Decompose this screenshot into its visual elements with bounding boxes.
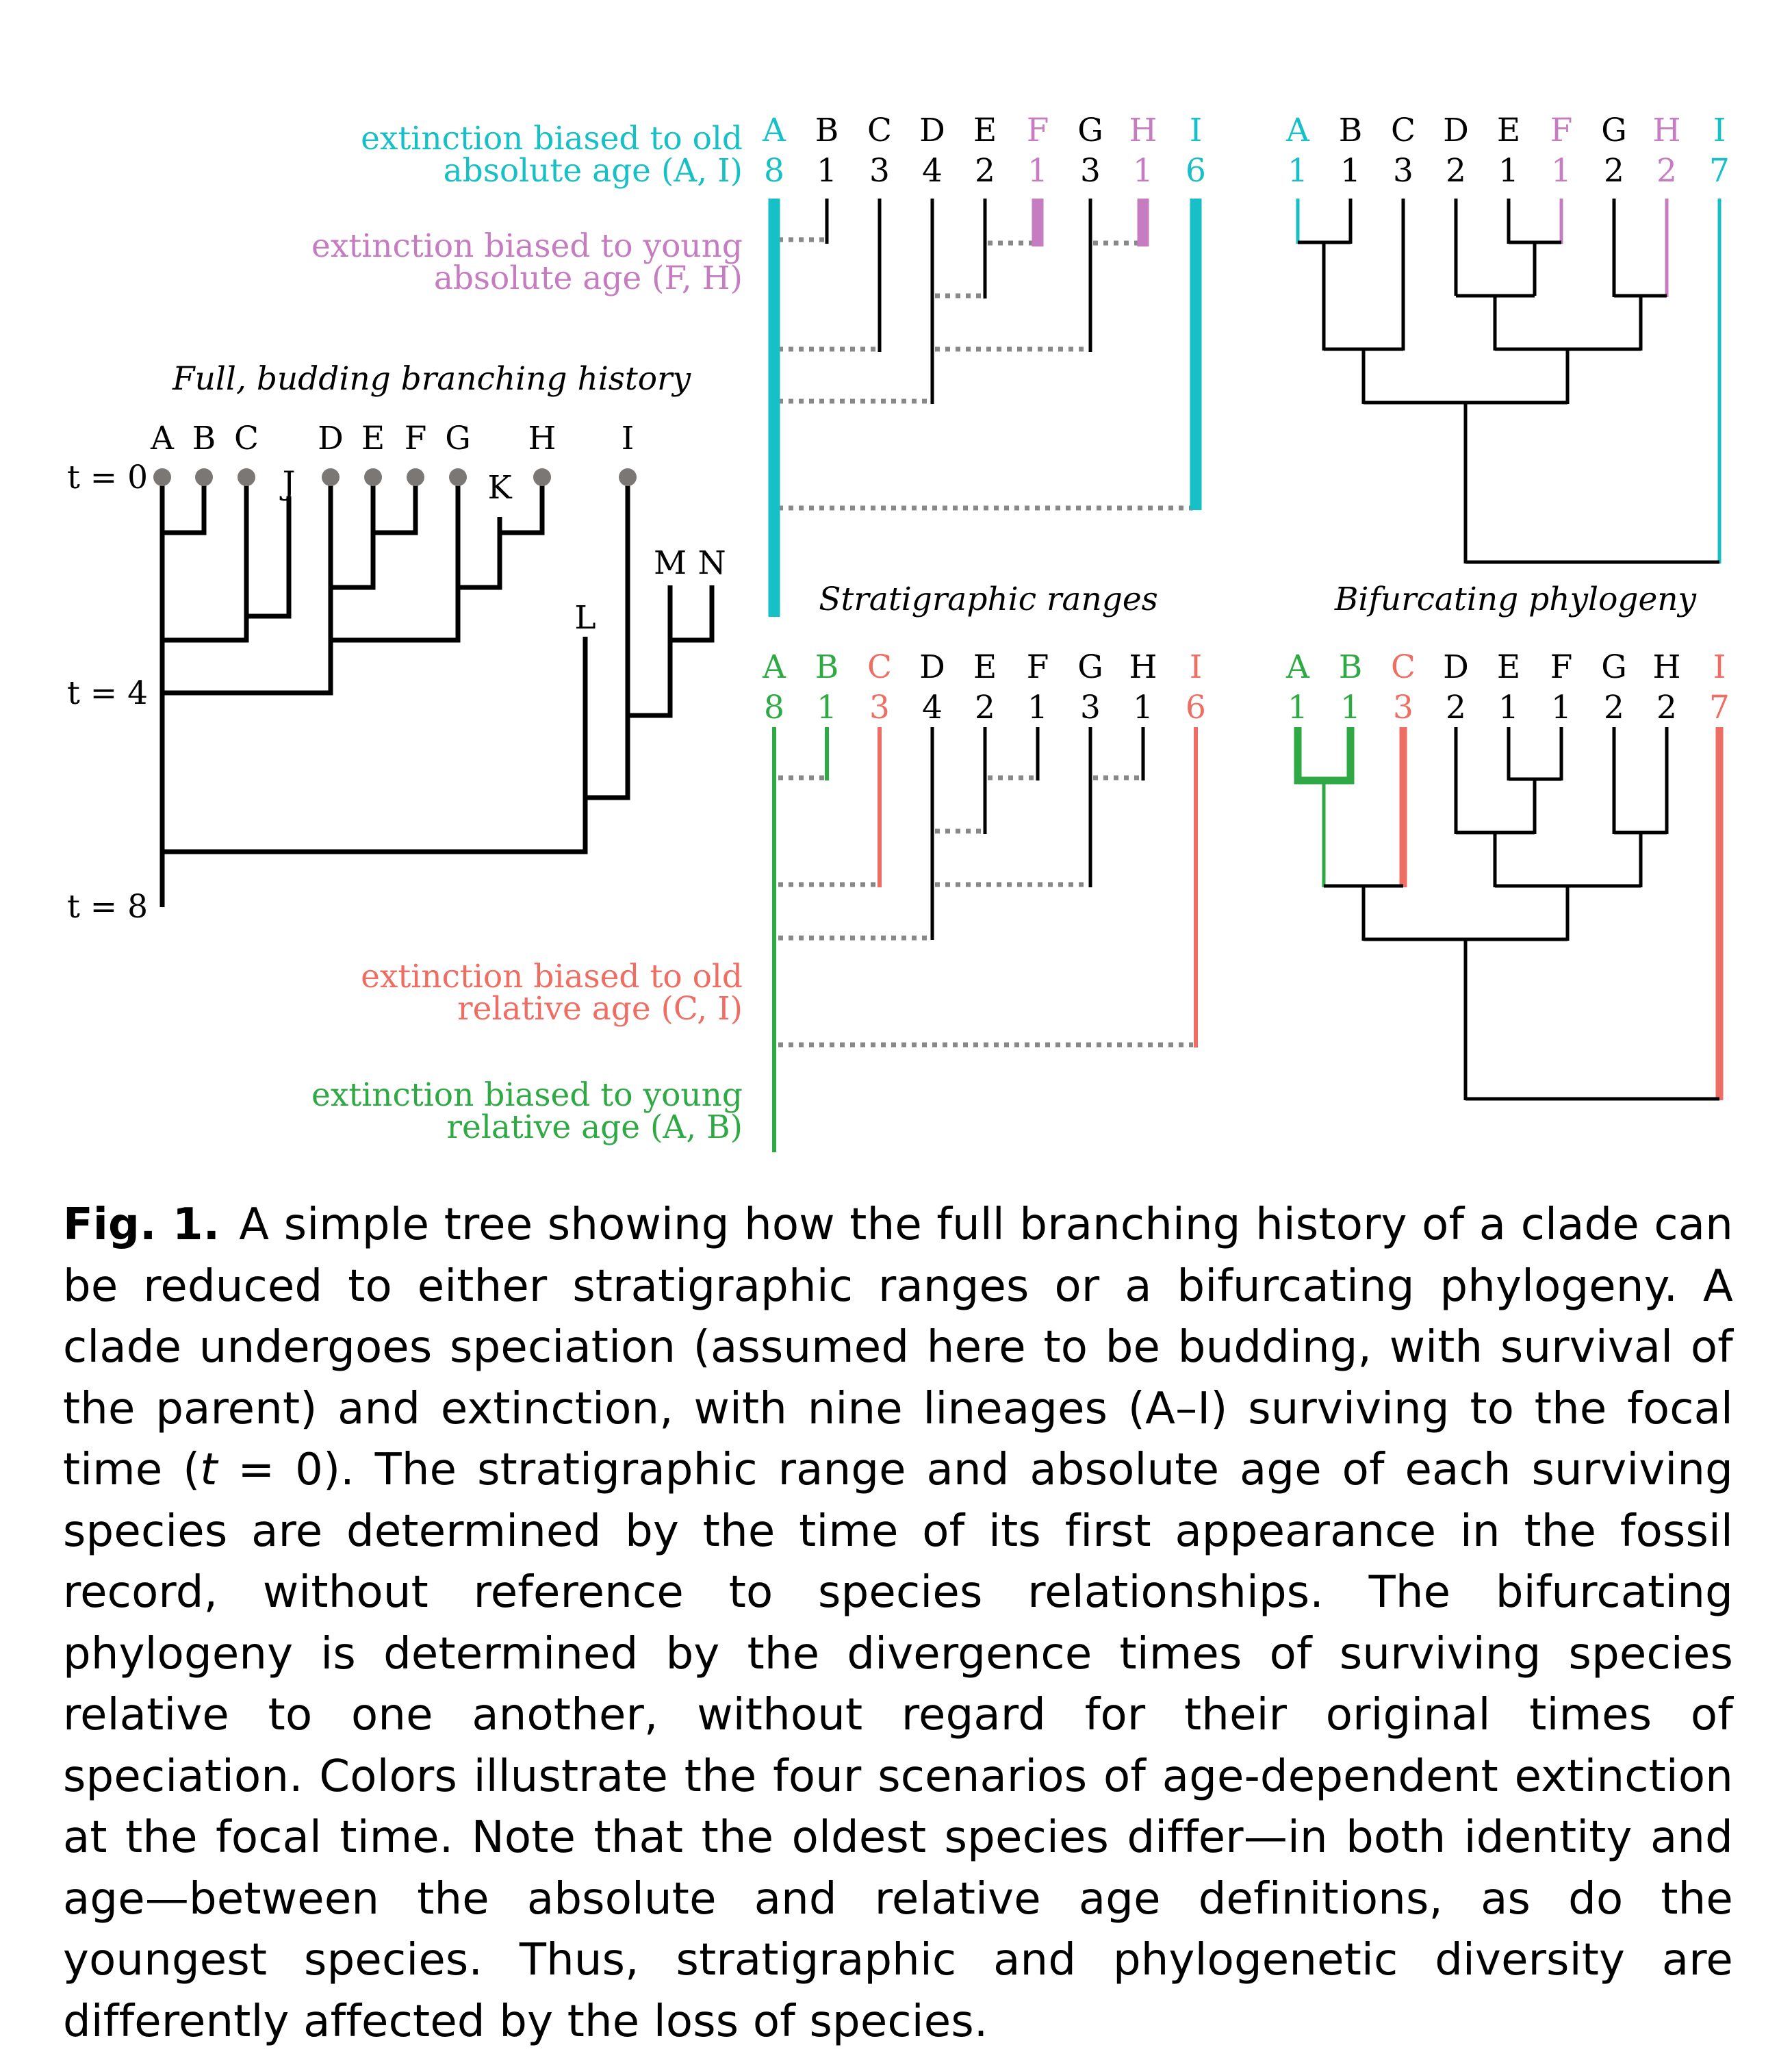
- age-label: 7: [1709, 689, 1730, 726]
- svg-text:relative age (C, I): relative age (C, I): [457, 990, 743, 1028]
- species-label: A: [1286, 648, 1309, 686]
- time-label: t = 8: [66, 888, 148, 926]
- tip-label: I: [621, 420, 635, 457]
- species-label: D: [919, 112, 945, 149]
- species-label: B: [815, 112, 839, 149]
- full-history-title: Full, budding branching history: [172, 360, 691, 398]
- species-label: D: [1443, 112, 1469, 149]
- full-history-tip-labels: [150, 420, 634, 457]
- legend-old-relative: [361, 958, 743, 1028]
- age-label: 1: [1027, 689, 1048, 726]
- tip-label: A: [151, 420, 174, 457]
- tip-label: B: [192, 420, 216, 457]
- age-label: 4: [922, 152, 943, 190]
- age-label: 1: [1027, 152, 1048, 190]
- species-label: B: [815, 648, 839, 686]
- age-label: 2: [1656, 152, 1677, 190]
- full-history-tree: [162, 475, 712, 907]
- species-label: A: [763, 112, 786, 149]
- species-label: H: [1652, 648, 1681, 686]
- species-label: E: [1496, 648, 1521, 686]
- svg-text:absolute age (F, H): absolute age (F, H): [433, 259, 743, 297]
- strat-top-labels: [762, 112, 1206, 190]
- age-label: 2: [1446, 152, 1466, 190]
- node-label-m: M: [653, 544, 687, 582]
- age-label: 3: [1080, 152, 1101, 190]
- age-label: 6: [1186, 689, 1206, 726]
- species-label: G: [1601, 648, 1627, 686]
- svg-text:extinction biased to young: extinction biased to young: [311, 227, 743, 265]
- age-label: 2: [1446, 689, 1466, 726]
- species-label: A: [763, 648, 786, 686]
- legend-young-relative: [311, 1076, 743, 1146]
- species-label: F: [1026, 648, 1049, 686]
- species-label: H: [1652, 112, 1681, 149]
- time-label: t = 4: [66, 674, 148, 712]
- caption-text-1: A simple tree showing how the full branching history of a clade can be reduced to either stratigraphic ranges or a bifurcating phylogeny. A clade undergoes speciation (assumed here to be budding, with survival of the parent) and extinction, with nine lineages (A–I) surviving to the focal time (: [63, 1199, 1733, 1495]
- svg-text:relative age (A, B): relative age (A, B): [446, 1108, 743, 1146]
- species-label: C: [1391, 648, 1416, 686]
- extant-tip-dots: [153, 468, 637, 486]
- age-label: 7: [1709, 152, 1730, 190]
- age-label: 3: [1080, 689, 1101, 726]
- strat-bottom-ranges: [774, 727, 1196, 1152]
- node-label-k: K: [487, 469, 512, 507]
- caption-t-variable: t: [200, 1445, 218, 1495]
- species-label: E: [973, 648, 997, 686]
- age-label: 1: [817, 152, 837, 190]
- age-label: 8: [764, 689, 784, 726]
- age-label: 1: [1498, 152, 1519, 190]
- node-label-j: J: [282, 465, 296, 503]
- tip-label: E: [361, 420, 385, 457]
- age-label: 3: [869, 689, 890, 726]
- legend-young-absolute: [311, 227, 743, 297]
- legend-old-absolute: [361, 120, 743, 190]
- phylo-top-labels: [1285, 112, 1730, 190]
- age-label: 1: [1340, 689, 1361, 726]
- svg-text:extinction biased to old: extinction biased to old: [361, 958, 743, 995]
- tip-label: F: [404, 420, 427, 457]
- species-label: B: [1338, 112, 1363, 149]
- species-label: C: [867, 112, 892, 149]
- age-label: 1: [817, 689, 837, 726]
- age-label: 2: [975, 689, 995, 726]
- phylo-title: Bifurcating phylogeny: [1334, 581, 1697, 618]
- age-label: 1: [1288, 152, 1308, 190]
- species-label: I: [1713, 648, 1726, 686]
- age-label: 1: [1288, 689, 1308, 726]
- species-label: I: [1713, 112, 1726, 149]
- age-label: 1: [1498, 689, 1519, 726]
- age-label: 4: [922, 689, 943, 726]
- species-label: D: [1443, 648, 1469, 686]
- species-label: F: [1026, 112, 1049, 149]
- species-label: F: [1550, 112, 1573, 149]
- time-label: t = 0: [66, 459, 148, 496]
- species-label: F: [1550, 648, 1573, 686]
- figure-caption: [63, 1195, 1733, 2053]
- age-label: 6: [1186, 152, 1206, 190]
- species-label: H: [1129, 648, 1157, 686]
- species-label: I: [1189, 648, 1203, 686]
- species-label: G: [1601, 112, 1627, 149]
- time-axis-labels: [67, 459, 148, 926]
- age-label: 2: [1656, 689, 1677, 726]
- phylo-top-tree: [1298, 199, 1719, 563]
- species-label: E: [973, 112, 997, 149]
- species-label: C: [867, 648, 892, 686]
- svg-text:extinction biased to old: extinction biased to old: [361, 120, 743, 157]
- species-label: G: [1077, 112, 1103, 149]
- caption-text-2: = 0). The stratigraphic range and absolute age of each surviving species are determined by the time of its first appearance in the fossil record, without reference to species relationships. The bifurcating phylogeny is determined by the divergence times of surviving species relative to one another, without regard for their original times of speciation. Colors illustrate the four scenarios of age-dependent extinction at the focal time. Note that the oldest species differ—in both identity and age—between the absolute and relative age definitions, as do the youngest species. Thus, stratigraphic and phylogenetic diversity are differently affected by the loss of species.: [63, 1445, 1734, 2047]
- age-label: 1: [1133, 689, 1153, 726]
- node-label-n: N: [697, 544, 726, 582]
- age-label: 3: [869, 152, 890, 190]
- age-label: 2: [975, 152, 995, 190]
- age-label: 3: [1393, 689, 1413, 726]
- species-label: D: [919, 648, 945, 686]
- species-label: A: [1286, 112, 1309, 149]
- age-label: 3: [1393, 152, 1413, 190]
- age-label: 1: [1551, 152, 1572, 190]
- node-label-l: L: [574, 599, 596, 637]
- phylo-bottom-tree: [1294, 727, 1719, 1100]
- strat-ranges-title: Stratigraphic ranges: [819, 581, 1158, 618]
- age-label: 1: [1551, 689, 1572, 726]
- strat-bottom-labels: [762, 648, 1206, 726]
- species-label: E: [1496, 112, 1521, 149]
- figure-label: Fig. 1.: [63, 1199, 220, 1250]
- species-label: I: [1189, 112, 1203, 149]
- full-history-node-labels: [280, 465, 726, 637]
- tip-label: G: [445, 420, 471, 457]
- species-label: H: [1129, 112, 1157, 149]
- age-label: 1: [1340, 152, 1361, 190]
- age-label: 2: [1604, 689, 1624, 726]
- tip-label: H: [528, 420, 556, 457]
- age-label: 2: [1604, 152, 1624, 190]
- strat-top-ranges: [774, 199, 1196, 617]
- tip-label: D: [318, 420, 344, 457]
- species-label: G: [1077, 648, 1103, 686]
- svg-text:absolute age (A, I): absolute age (A, I): [443, 152, 743, 190]
- species-label: B: [1338, 648, 1363, 686]
- species-label: C: [1391, 112, 1416, 149]
- age-label: 8: [764, 152, 784, 190]
- svg-text:extinction biased to young: extinction biased to young: [311, 1076, 743, 1114]
- age-label: 1: [1133, 152, 1153, 190]
- tip-label: C: [234, 420, 259, 457]
- phylo-bottom-labels: [1285, 648, 1730, 726]
